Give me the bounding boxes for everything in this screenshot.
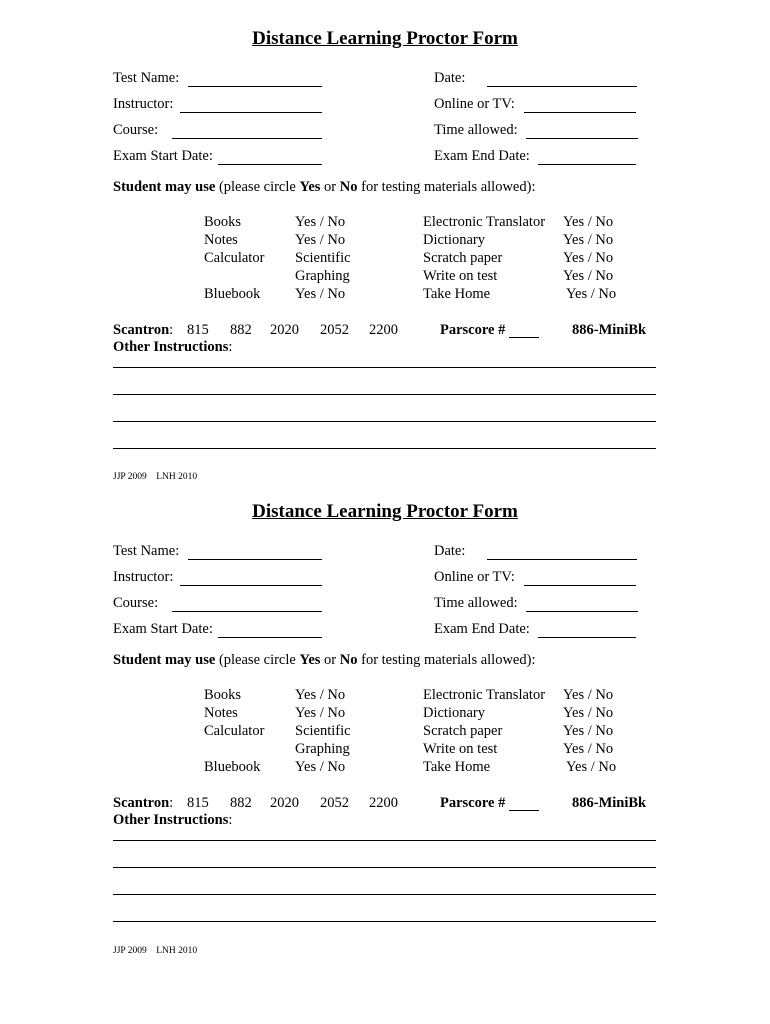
minibk-label[interactable]: 886-MiniBk bbox=[572, 322, 647, 338]
date-label: Date: bbox=[434, 543, 466, 559]
circle-text-1: (please circle bbox=[215, 652, 300, 668]
yes-word: Yes bbox=[299, 652, 321, 668]
minibk-label[interactable]: 886-MiniBk bbox=[572, 795, 647, 811]
circle-text-2: or bbox=[320, 652, 340, 668]
no-word: No bbox=[339, 652, 358, 668]
bluebook-option[interactable]: Yes / No bbox=[295, 286, 346, 302]
circle-text-1: (please circle bbox=[215, 179, 300, 195]
student-may-use-line bbox=[113, 652, 535, 669]
time-allowed-field[interactable] bbox=[526, 138, 638, 139]
scantron-882[interactable]: 882 bbox=[230, 795, 252, 811]
exam-end-label: Exam End Date: bbox=[434, 148, 530, 164]
write-on-test-label: Write on test bbox=[423, 741, 498, 757]
test-name-field[interactable] bbox=[188, 86, 322, 87]
scantron-2052[interactable]: 2052 bbox=[320, 322, 349, 338]
notes-label: Notes bbox=[204, 232, 238, 248]
other-instructions-label: Other Instructions: bbox=[113, 339, 233, 355]
form-footer: JJP 2009 LNH 2010 bbox=[113, 472, 198, 482]
scantron-2052[interactable]: 2052 bbox=[320, 795, 349, 811]
circle-text-3: for testing materials allowed): bbox=[357, 179, 536, 195]
translator-label: Electronic Translator bbox=[423, 687, 546, 703]
bluebook-label: Bluebook bbox=[204, 759, 261, 775]
translator-label: Electronic Translator bbox=[423, 214, 546, 230]
take-home-option[interactable]: Yes / No bbox=[566, 759, 617, 775]
bluebook-label: Bluebook bbox=[204, 286, 261, 302]
write-on-test-option[interactable]: Yes / No bbox=[563, 268, 614, 284]
online-tv-label: Online or TV: bbox=[434, 569, 515, 585]
books-label: Books bbox=[204, 687, 242, 703]
notes-option[interactable]: Yes / No bbox=[295, 705, 346, 721]
form-title: Distance Learning Proctor Form bbox=[252, 501, 518, 522]
online-tv-label: Online or TV: bbox=[434, 96, 515, 112]
instructions-line-4[interactable] bbox=[113, 448, 656, 449]
exam-end-field[interactable] bbox=[538, 637, 636, 638]
scantron-815[interactable]: 815 bbox=[187, 322, 209, 338]
write-on-test-option[interactable]: Yes / No bbox=[563, 741, 614, 757]
scantron-label: Scantron: bbox=[113, 322, 174, 338]
notes-option[interactable]: Yes / No bbox=[295, 232, 346, 248]
test-name-label: Test Name: bbox=[113, 70, 180, 86]
no-word: No bbox=[339, 179, 358, 195]
instructions-line-1[interactable] bbox=[113, 367, 656, 368]
course-field[interactable] bbox=[172, 611, 322, 612]
exam-end-field[interactable] bbox=[538, 164, 636, 165]
test-name-label: Test Name: bbox=[113, 543, 180, 559]
student-may-use-line bbox=[113, 179, 535, 196]
instructor-field[interactable] bbox=[180, 112, 322, 113]
calculator-graphing-option[interactable]: Graphing bbox=[295, 741, 350, 757]
parscore-field[interactable] bbox=[509, 810, 539, 811]
exam-end-label: Exam End Date: bbox=[434, 621, 530, 637]
instructions-line-4[interactable] bbox=[113, 921, 656, 922]
instructions-line-1[interactable] bbox=[113, 840, 656, 841]
date-field[interactable] bbox=[487, 86, 637, 87]
form-title: Distance Learning Proctor Form bbox=[252, 28, 518, 49]
course-label: Course: bbox=[113, 122, 159, 138]
instructor-label: Instructor: bbox=[113, 569, 174, 585]
books-option[interactable]: Yes / No bbox=[295, 214, 346, 230]
take-home-label: Take Home bbox=[423, 759, 491, 775]
instructor-field[interactable] bbox=[180, 585, 322, 586]
scantron-882[interactable]: 882 bbox=[230, 322, 252, 338]
calculator-label: Calculator bbox=[204, 723, 265, 739]
scantron-label: Scantron: bbox=[113, 795, 174, 811]
course-label: Course: bbox=[113, 595, 159, 611]
parscore-label: Parscore # bbox=[440, 795, 506, 811]
online-tv-field[interactable] bbox=[524, 112, 636, 113]
translator-option[interactable]: Yes / No bbox=[563, 214, 614, 230]
scratch-paper-label: Scratch paper bbox=[423, 723, 503, 739]
online-tv-field[interactable] bbox=[524, 585, 636, 586]
instructions-line-3[interactable] bbox=[113, 421, 656, 422]
student-may-use-lead: Student may use bbox=[113, 179, 216, 195]
calculator-scientific-option[interactable]: Scientific bbox=[295, 723, 351, 739]
time-allowed-label: Time allowed: bbox=[434, 595, 518, 611]
time-allowed-field[interactable] bbox=[526, 611, 638, 612]
calculator-label: Calculator bbox=[204, 250, 265, 266]
calculator-scientific-option[interactable]: Scientific bbox=[295, 250, 351, 266]
calculator-graphing-option[interactable]: Graphing bbox=[295, 268, 350, 284]
date-label: Date: bbox=[434, 70, 466, 86]
exam-start-field[interactable] bbox=[218, 637, 322, 638]
exam-start-label: Exam Start Date: bbox=[113, 621, 213, 637]
scratch-paper-option[interactable]: Yes / No bbox=[563, 250, 614, 266]
circle-text-2: or bbox=[320, 179, 340, 195]
proctor-form-2 bbox=[0, 473, 770, 956]
scantron-2200[interactable]: 2200 bbox=[369, 795, 398, 811]
parscore-label: Parscore # bbox=[440, 322, 506, 338]
scantron-2200[interactable]: 2200 bbox=[369, 322, 398, 338]
instructions-line-3[interactable] bbox=[113, 894, 656, 895]
take-home-option[interactable]: Yes / No bbox=[566, 286, 617, 302]
student-may-use-lead: Student may use bbox=[113, 652, 216, 668]
date-field[interactable] bbox=[487, 559, 637, 560]
notes-label: Notes bbox=[204, 705, 238, 721]
proctor-form-1 bbox=[0, 0, 770, 482]
course-field[interactable] bbox=[172, 138, 322, 139]
dictionary-option[interactable]: Yes / No bbox=[563, 232, 614, 248]
scratch-paper-option[interactable]: Yes / No bbox=[563, 723, 614, 739]
exam-start-label: Exam Start Date: bbox=[113, 148, 213, 164]
books-option[interactable]: Yes / No bbox=[295, 687, 346, 703]
scantron-2020[interactable]: 2020 bbox=[270, 322, 299, 338]
dictionary-label: Dictionary bbox=[423, 705, 486, 721]
instructor-label: Instructor: bbox=[113, 96, 174, 112]
scantron-2020[interactable]: 2020 bbox=[270, 795, 299, 811]
write-on-test-label: Write on test bbox=[423, 268, 498, 284]
yes-word: Yes bbox=[299, 179, 321, 195]
instructions-line-2[interactable] bbox=[113, 394, 656, 395]
scantron-815[interactable]: 815 bbox=[187, 795, 209, 811]
dictionary-option[interactable]: Yes / No bbox=[563, 705, 614, 721]
exam-start-field[interactable] bbox=[218, 164, 322, 165]
form-footer: JJP 2009 LNH 2010 bbox=[113, 946, 198, 956]
take-home-label: Take Home bbox=[423, 286, 491, 302]
books-label: Books bbox=[204, 214, 242, 230]
dictionary-label: Dictionary bbox=[423, 232, 486, 248]
other-instructions-label: Other Instructions: bbox=[113, 812, 233, 828]
translator-option[interactable]: Yes / No bbox=[563, 687, 614, 703]
time-allowed-label: Time allowed: bbox=[434, 122, 518, 138]
bluebook-option[interactable]: Yes / No bbox=[295, 759, 346, 775]
scratch-paper-label: Scratch paper bbox=[423, 250, 503, 266]
instructions-line-2[interactable] bbox=[113, 867, 656, 868]
test-name-field[interactable] bbox=[188, 559, 322, 560]
parscore-field[interactable] bbox=[509, 337, 539, 338]
circle-text-3: for testing materials allowed): bbox=[357, 652, 536, 668]
